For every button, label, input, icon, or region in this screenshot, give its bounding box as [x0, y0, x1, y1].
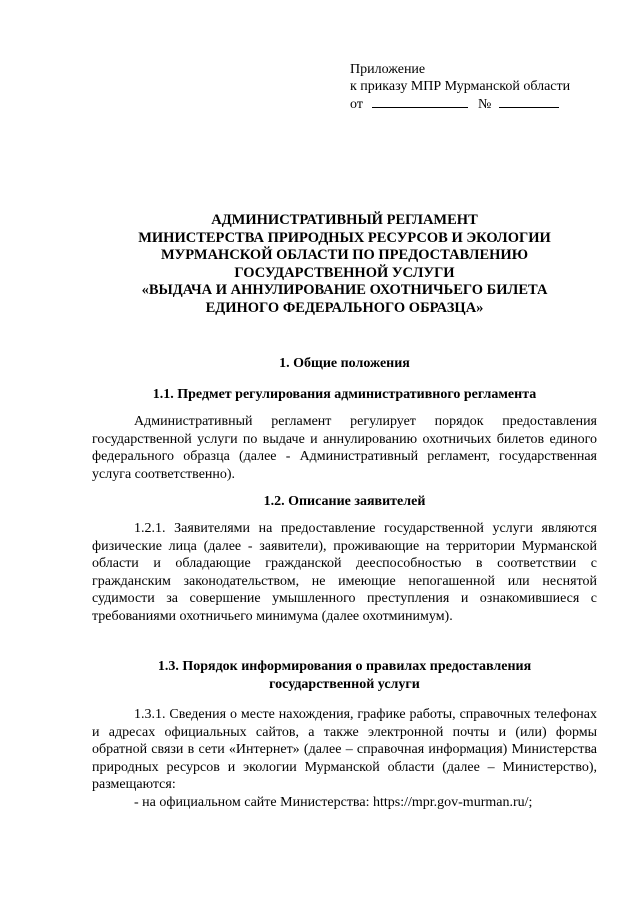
subsection-heading-line: государственной услуги — [269, 676, 420, 692]
number-blank-line — [499, 95, 559, 108]
section-1-3-text — [92, 706, 597, 812]
paragraph: 1.3.1. Сведения о месте нахождения, графике работы, справочных телефонах и адресах официальных сайтов, а также электронной почты и (или) формы обратной связи в сети «Интернет» (далее – справочная информация) Министерства природных ресурсов и экологии Мурманской области (далее – Министерство), размещаются: — [92, 707, 597, 793]
subsection-heading: 1.1. Предмет регулирования административного регламента — [152, 387, 537, 402]
section-1-1-text — [92, 413, 597, 483]
paragraph: Административный регламент регулирует порядок предоставления государственной услуги по выдаче и аннулированию охотничьих билетов единого федерального образца (далее - Административный регламент, государственная услуга соответственно). — [92, 414, 597, 482]
section-1-3 — [92, 658, 597, 693]
section-1-2-text — [92, 520, 597, 626]
title-line: АДМИНИСТРАТИВНЫЙ РЕГЛАМЕНТ — [211, 212, 478, 228]
paragraph: 1.2.1. Заявителями на предоставление государственной услуги являются физические лица (далее - заявители), проживающие на территории Мурманской области и обладающие гражданской дееспособностью в соответствии с гражданским законодательством, не имеющие непогашенной или неснятой судимости за совершение умышленного преступления и ознакомившиеся с требованиями охотничьего минимума (далее охотминимум). — [92, 521, 597, 624]
subsection-heading-line: 1.3. Порядок информирования о правилах предоставления — [157, 659, 532, 674]
title-line: МИНИСТЕРСТВА ПРИРОДНЫХ РЕСУРСОВ И ЭКОЛОГИИ — [138, 229, 551, 246]
appendix-block — [350, 61, 570, 113]
title-line: МУРМАНСКОЙ ОБЛАСТИ ПО ПРЕДОСТАВЛЕНИЮ — [160, 247, 529, 264]
section-1-heading-block — [92, 355, 597, 373]
appendix-order-reference: к приказу МПР Мурманской области — [350, 79, 571, 94]
appendix-title: Приложение — [350, 62, 426, 77]
date-blank-line — [372, 95, 468, 108]
appendix-date-number-line — [350, 95, 570, 113]
title-line: ЕДИНОГО ФЕДЕРАЛЬНОГО ОБРАЗЦА» — [205, 299, 484, 316]
title-line: «ВЫДАЧА И АННУЛИРОВАНИЕ ОХОТНИЧЬЕГО БИЛЕТА — [141, 282, 548, 299]
document-title — [92, 212, 597, 318]
section-heading: 1. Общие положения — [279, 356, 410, 371]
number-sign: № — [477, 97, 492, 112]
section-1-2 — [92, 493, 597, 511]
section-1-1 — [92, 386, 597, 404]
title-line: ГОСУДАРСТВЕННОЙ УСЛУГИ — [234, 264, 455, 281]
subsection-heading: 1.2. Описание заявителей — [263, 494, 426, 509]
list-item: - на официальном сайте Министерства: https://mpr.gov-murman.ru/; — [134, 794, 533, 810]
appendix-date-label: от — [350, 97, 363, 112]
